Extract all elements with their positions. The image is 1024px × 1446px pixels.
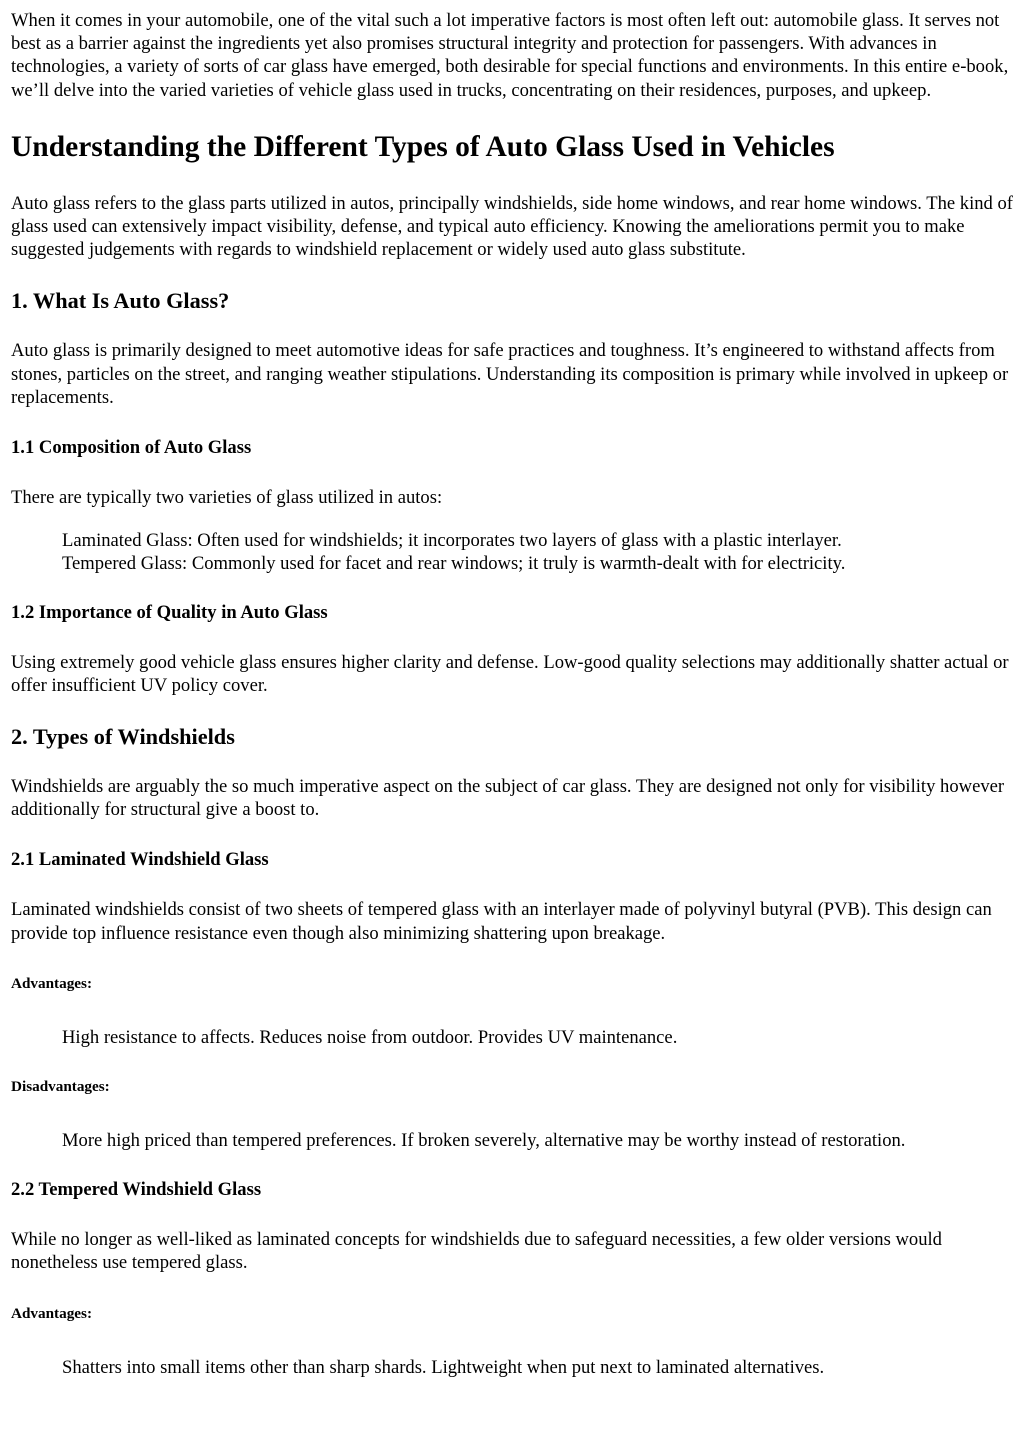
list-item: High resistance to affects. Reduces noise from outdoor. Provides UV maintenance. <box>62 1026 678 1048</box>
section-1-1-heading: 1.1 Composition of Auto Glass <box>11 437 252 459</box>
main-heading: Understanding the Different Types of Auto Glass Used in Vehicles <box>11 130 835 163</box>
glass-types-list <box>11 529 1013 575</box>
section-2-1-heading: 2.1 Laminated Windshield Glass <box>11 849 269 871</box>
section-2-2-heading: 2.2 Tempered Windshield Glass <box>11 1179 262 1201</box>
section-1-paragraph: Auto glass is primarily designed to meet automotive ideas for safe practices and toughness. It’s engineered to withstand affects from stones, particles on the street, and ranging weather stipulations. Understanding its composition is primary while involved in upkeep or replacements. <box>11 340 1009 408</box>
list-item: Laminated Glass: Often used for windshields; it incorporates two layers of glass with a plastic interlayer. <box>62 530 842 552</box>
intro-paragraph: When it comes in your automobile, one of the vital such a lot imperative factors is most often left out: automobile glass. It serves not best as a barrier against the ingredients yet also promises structural integrity and protection for passengers. With advances in technologies, a variety of sorts of car glass have emerged, both desirable for special functions and environments. In this entire e-book, we’ll delve into the varied varieties of vehicle glass used in trucks, concentrating on their residences, purposes, and upkeep. <box>11 10 1009 101</box>
section-2-heading: 2. Types of Windshields <box>11 724 235 750</box>
advantages-list <box>11 1356 1013 1379</box>
disadvantages-label: Disadvantages: <box>11 1078 110 1096</box>
list-item: Shatters into small items other than sharp shards. Lightweight when put next to laminated alternatives. <box>62 1356 825 1378</box>
list-item: Tempered Glass: Commonly used for facet and rear windows; it truly is warmth-dealt with for electricity. <box>62 553 846 575</box>
list-item: More high priced than tempered preferences. If broken severely, alternative may be worthy instead of restoration. <box>62 1130 906 1152</box>
section-2-2-paragraph: While no longer as well-liked as laminated concepts for windshields due to safeguard necessities, a few older versions would nonetheless use tempered glass. <box>11 1229 942 1274</box>
section-1-1-paragraph: There are typically two varieties of glass utilized in autos: <box>11 487 443 509</box>
advantages-list <box>11 1026 1013 1049</box>
section-2-1-paragraph: Laminated windshields consist of two sheets of tempered glass with an interlayer made of polyvinyl butyral (PVB). This design can provide top influence resistance even though also minimizing shattering upon breakage. <box>11 899 992 944</box>
advantages-label: Advantages: <box>11 1304 93 1322</box>
main-paragraph: Auto glass refers to the glass parts utilized in autos, principally windshields, side home windows, and rear home windows. The kind of glass used can extensively impact visibility, defense, and typical auto efficiency. Knowing the ameliorations permit you to make suggested judgements with regards to windshield replacement or widely used auto glass substitute. <box>11 192 1013 261</box>
section-1-2-heading: 1.2 Importance of Quality in Auto Glass <box>11 601 328 623</box>
advantages-label: Advantages: <box>11 974 93 992</box>
section-2-paragraph: Windshields are arguably the so much imperative aspect on the subject of car glass. They are designed not only for visibility however additionally for structural give a boost to. <box>11 776 1005 821</box>
disadvantages-list <box>11 1129 1013 1152</box>
section-1-heading: 1. What Is Auto Glass? <box>11 288 230 314</box>
section-1-2-paragraph: Using extremely good vehicle glass ensures higher clarity and defense. Low-good quality selections may additionally shatter actual or offer insufficient UV policy cover. <box>11 651 1009 696</box>
